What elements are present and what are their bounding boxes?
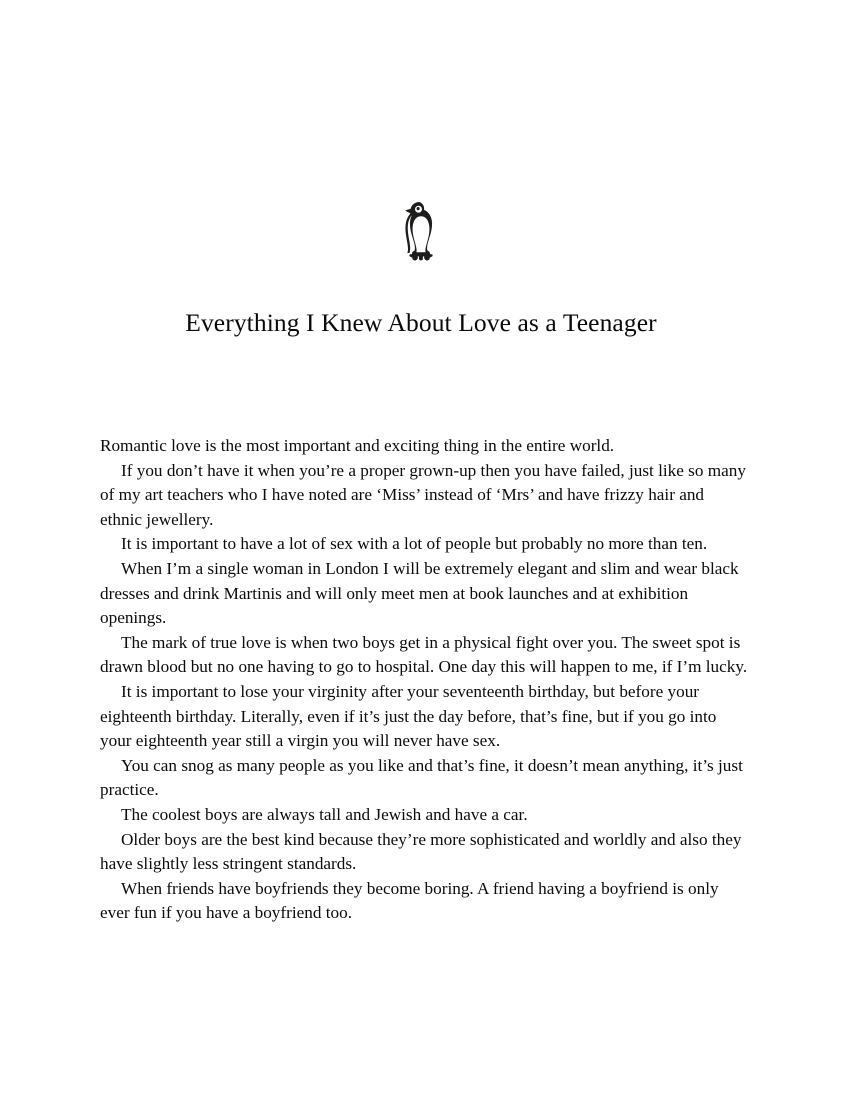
paragraph: It is important to have a lot of sex with a lot of people but probably no more than ten. <box>121 534 708 554</box>
penguin-colophon <box>0 201 842 262</box>
paragraph: Older boys are the best kind because they’re more sophisticated and worldly and also they have slightly less stringent standards. <box>100 829 742 874</box>
paragraph: When I’m a single woman in London I will be extremely elegant and slim and wear black dresses and drink Martinis and will only meet men at book launches and at exhibition openings. <box>100 558 739 628</box>
penguin-logo-icon <box>404 201 438 262</box>
paragraph: When friends have boyfriends they become boring. A friend having a boyfriend is only ever fun if you have a boyfriend too. <box>100 878 719 923</box>
paragraph: It is important to lose your virginity after your seventeenth birthday, but before your eighteenth birthday. Literally, even if it’s just the day before, that’s fine, but if you go into your eighteenth year still a virgin you will never have sex. <box>100 681 717 751</box>
paragraph: If you don’t have it when you’re a proper grown-up then you have failed, just like so many of my art teachers who I have noted are ‘Miss’ instead of ‘Mrs’ and have frizzy hair and ethnic jewellery. <box>100 460 746 529</box>
paragraph: You can snog as many people as you like and that’s fine, it doesn’t mean anything, it’s just practice. <box>100 755 743 800</box>
paragraph: The mark of true love is when two boys get in a physical fight over you. The sweet spot is drawn blood but no one having to go to hospital. One day this will happen to me, if I’m lucky. <box>100 632 748 677</box>
chapter-body <box>100 434 748 926</box>
paragraph: The coolest boys are always tall and Jewish and have a car. <box>121 804 528 824</box>
chapter-title: Everything I Knew About Love as a Teenager <box>185 308 657 337</box>
paragraph: Romantic love is the most important and exciting thing in the entire world. <box>100 436 615 455</box>
